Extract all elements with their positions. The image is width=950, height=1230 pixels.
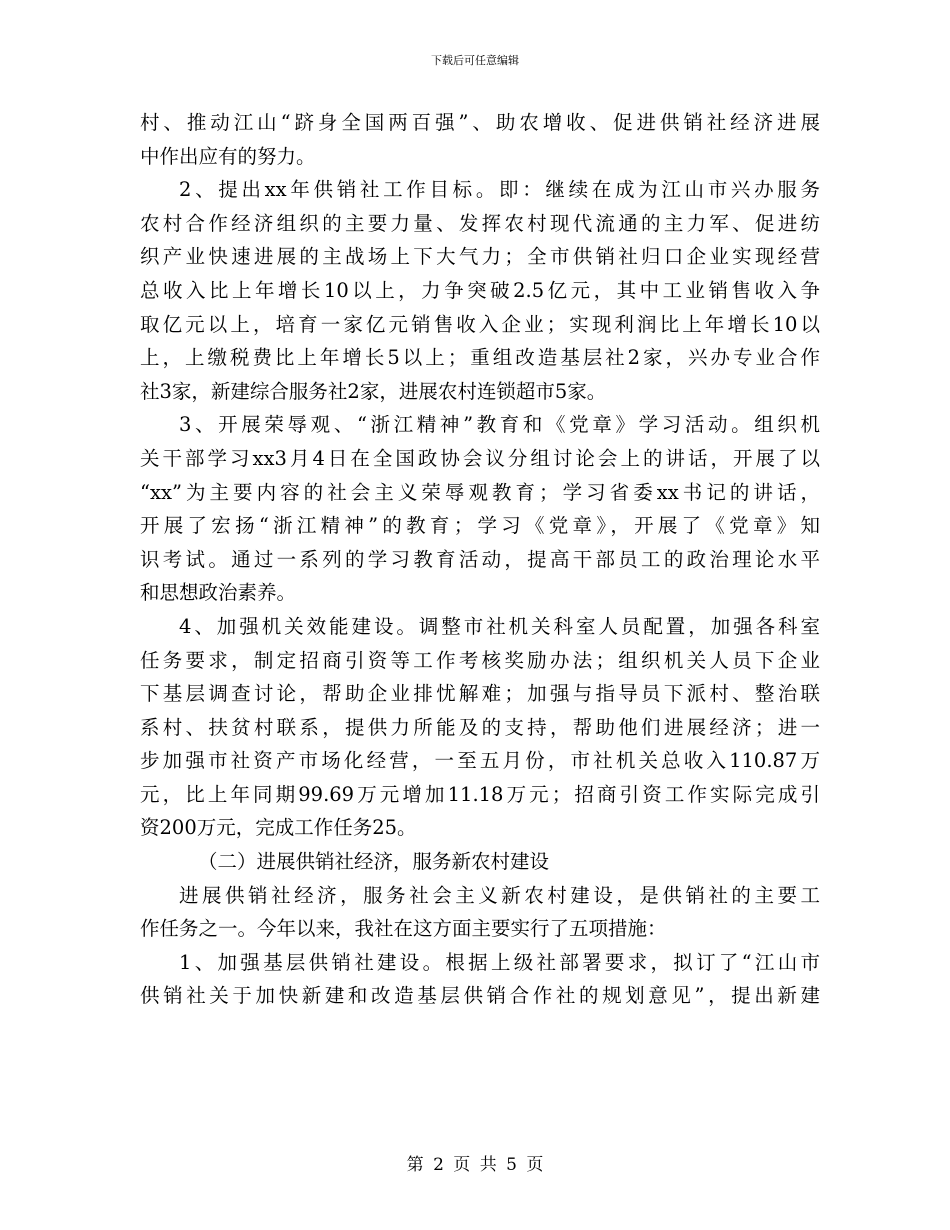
text-line: 识考试。通过一系列的学习教育活动，提高干部员工的政治理论水平 <box>140 547 820 571</box>
paragraph-start-line: 2、提出xx年供销社工作目标。即：继续在成为江山市兴办服务 <box>179 178 820 202</box>
text-line: 供销社关于加快新建和改造基层供销合作社的规划意见”，提出新建 <box>140 984 820 1008</box>
paragraph-start-line: 3、开展荣辱观、“浙江精神”教育和《党章》学习活动。组织机 <box>179 413 820 437</box>
text-line: 元，比上年同期99.69万元增加11.18万元；招商引资工作实际完成引 <box>140 782 820 806</box>
text-line: 任务要求，制定招商引资等工作考核奖励办法；组织机关人员下企业 <box>140 648 820 672</box>
page-number-footer: 第 2 页 共 5 页 <box>406 1155 544 1175</box>
paragraph-start-line: 进展供销社经济，服务社会主义新农村建设，是供销社的主要工 <box>179 883 820 907</box>
text-line: 关干部学习xx3月4日在全国政协会议分组讨论会上的讲话，开展了以 <box>140 446 820 470</box>
text-line: 资200万元，完成工作任务25。 <box>140 816 417 840</box>
text-line: 中作出应有的努力。 <box>140 144 316 168</box>
text-line: 农村合作经济组织的主要力量、发挥农村现代流通的主力军、促进纺 <box>140 211 820 235</box>
text-line: 社3家，新建综合服务社2家，进展农村连锁超市5家。 <box>140 379 607 403</box>
text-line: 上，上缴税费比上年增长5以上；重组改造基层社2家，兴办专业合作 <box>140 346 820 370</box>
text-line: 取亿元以上，培育一家亿元销售收入企业；实现利润比上年增长10以 <box>140 312 820 336</box>
text-line: 下基层调查讨论，帮助企业排忧解难；加强与指导员下派村、整治联 <box>140 682 820 706</box>
text-line: 和思想政治素养。 <box>140 581 297 605</box>
text-line: 开展了宏扬“浙江精神”的教育；学习《党章》，开展了《党章》知 <box>140 514 820 538</box>
page-header-note: 下载后可任意编辑 <box>431 54 519 67</box>
paragraph-start-line: 1、加强基层供销社建设。根据上级社部署要求，拟订了“江山市 <box>179 950 820 974</box>
text-line: 系村、扶贫村联系，提供力所能及的支持，帮助他们进展经济；进一 <box>140 715 820 739</box>
text-line: 步加强市社资产市场化经营，一至五月份，市社机关总收入110.87万 <box>140 749 820 773</box>
document-body <box>140 106 820 1013</box>
text-line: 作任务之一。今年以来，我社在这方面主要实行了五项措施： <box>140 917 667 941</box>
section-heading: （二）进展供销社经济，服务新农村建设 <box>198 850 550 874</box>
text-line: 村、推动江山“跻身全国两百强”、助农增收、促进供销社经济进展 <box>140 111 820 134</box>
text-line: 总收入比上年增长10以上，力争突破2.5亿元，其中工业销售收入争 <box>140 278 820 302</box>
paragraph-start-line: 4、加强机关效能建设。调整市社机关科室人员配置，加强各科室 <box>179 614 820 638</box>
text-line: 织产业快速进展的主战场上下大气力；全市供销社归口企业实现经营 <box>140 245 820 269</box>
text-line: “xx”为主要内容的社会主义荣辱观教育；学习省委xx书记的讲话， <box>140 480 820 504</box>
